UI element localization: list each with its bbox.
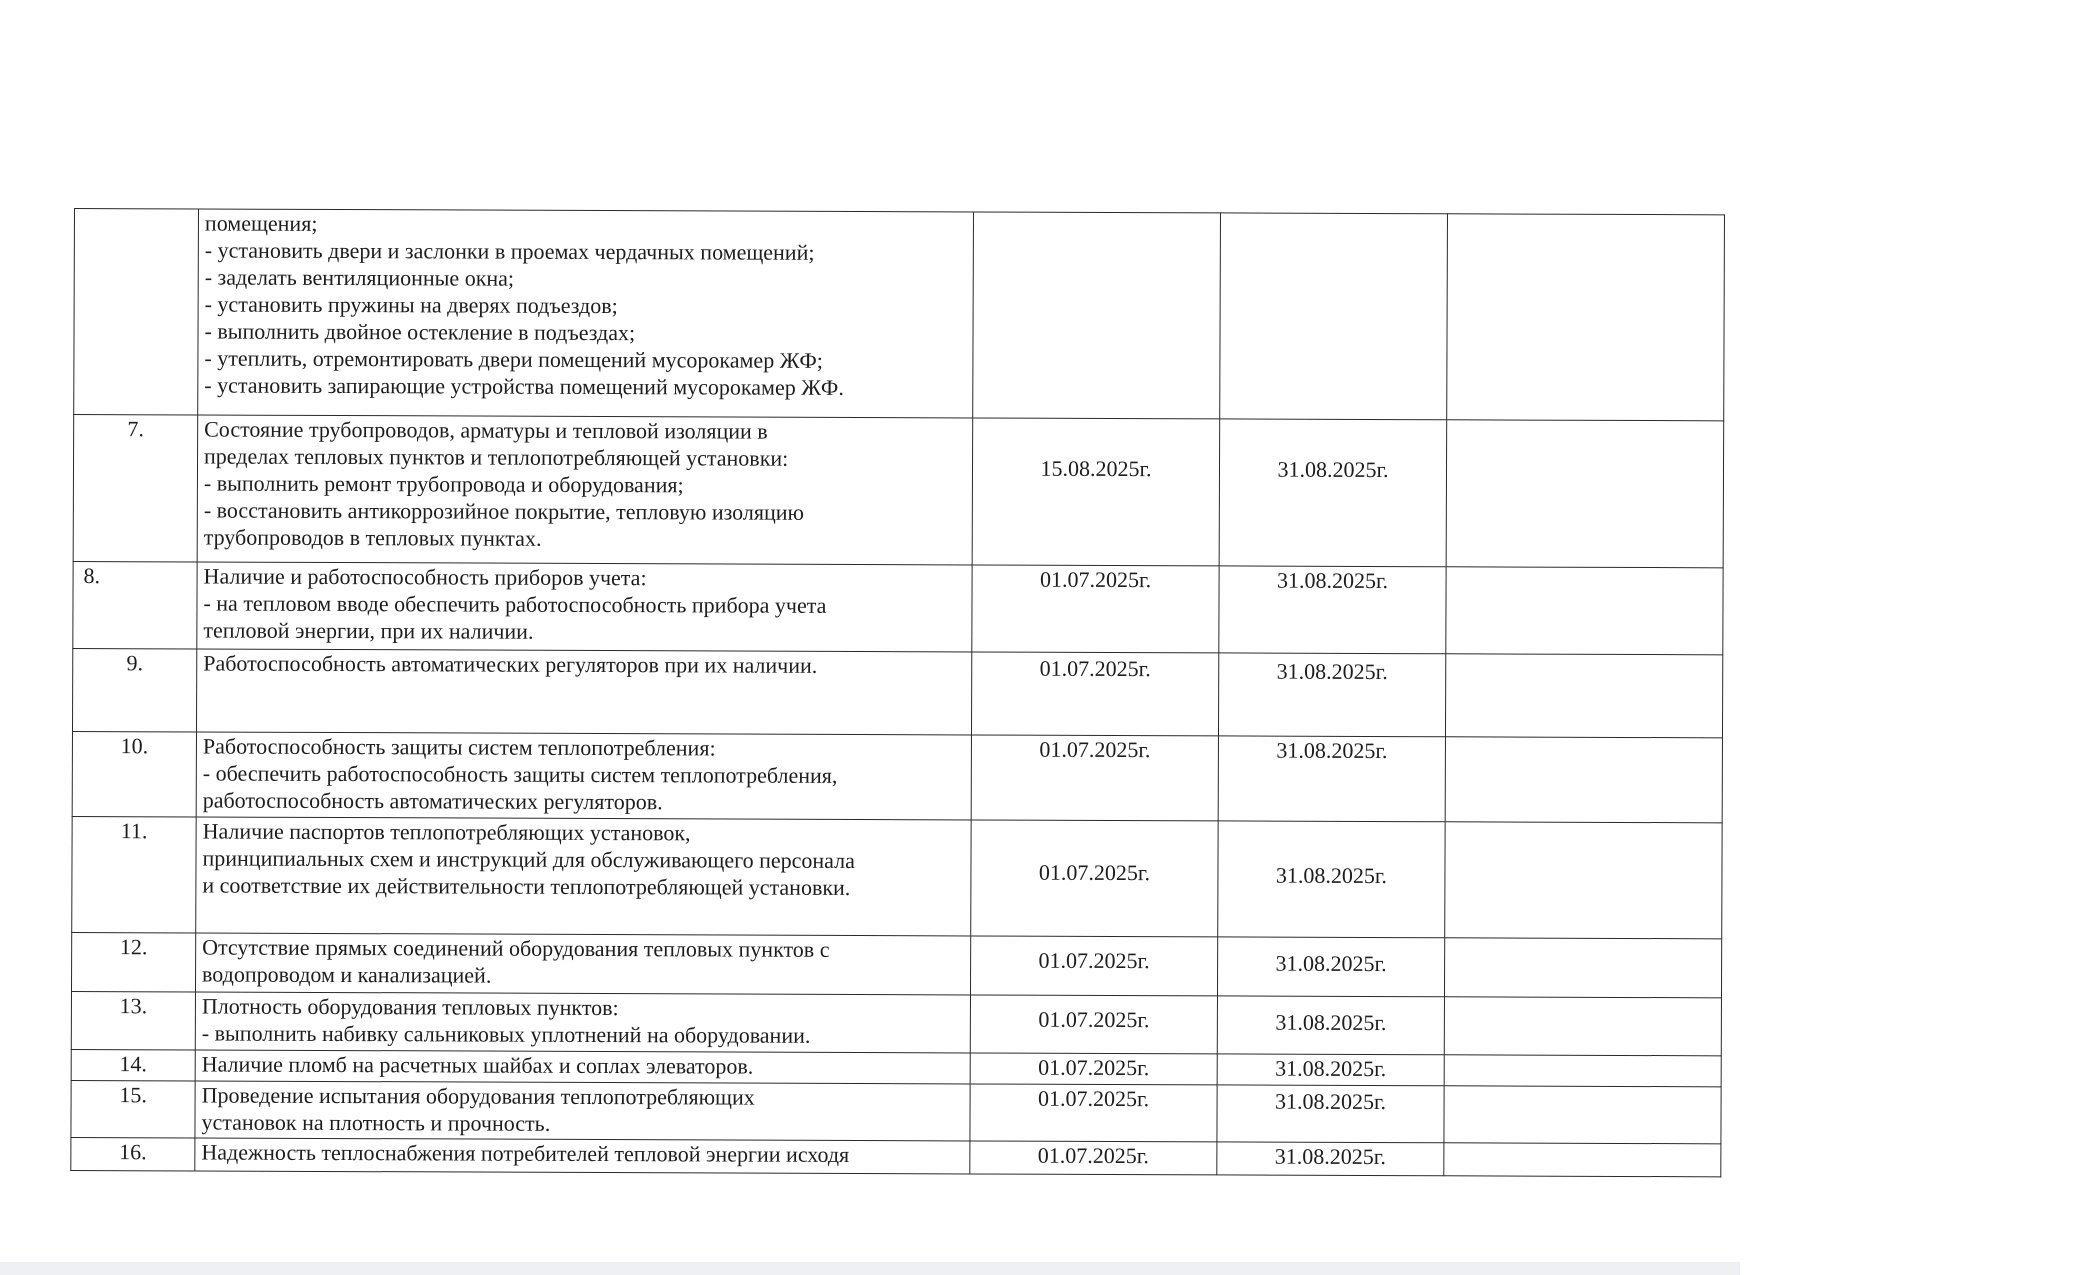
row-description [195, 992, 970, 1053]
start-date: 01.07.2025г. [970, 936, 1217, 996]
start-date: 01.07.2025г. [971, 820, 1218, 937]
end-date: 31.08.2025г. [1218, 653, 1445, 737]
note-cell [1444, 1055, 1721, 1087]
description-line: - на тепловом вводе обеспечить работоспособность прибора учета [203, 590, 827, 618]
table-row [71, 1080, 1721, 1143]
note-cell [1445, 737, 1722, 823]
note-cell [1446, 420, 1724, 568]
row-number: 10. [72, 731, 196, 816]
row-number: 8. [73, 561, 197, 648]
table-row [72, 648, 1722, 737]
start-date: 15.08.2025г. [972, 418, 1220, 566]
start-date: 01.07.2025г. [970, 995, 1217, 1054]
row-description [195, 933, 970, 995]
description-line: Работоспособность автоматических регуляторов при их наличии. [203, 650, 818, 678]
row-number [74, 209, 199, 415]
note-cell [1444, 997, 1721, 1056]
table-row [73, 561, 1723, 654]
row-description [196, 732, 971, 820]
note-cell [1444, 1086, 1721, 1144]
end-date: 31.08.2025г. [1217, 1142, 1444, 1176]
end-date: 31.08.2025г. [1218, 736, 1445, 822]
description-line: Отсутствие прямых соединений оборудования тепловых пунктов с [202, 934, 830, 962]
description-line: тепловой энергии, при их наличии. [203, 617, 534, 644]
note-cell [1445, 654, 1722, 738]
description-line: принципиальных схем и инструкций для обслуживающего персонала [202, 845, 855, 874]
table-row [71, 932, 1721, 997]
description-line: помещения; [204, 210, 318, 236]
row-description [195, 1050, 970, 1084]
description-line: Наличие пломб на расчетных шайбах и соплах элеваторов. [201, 1051, 754, 1079]
row-number: 11. [72, 816, 196, 932]
description-line: Надежность теплоснабжения потребителей тепловой энергии исходя [201, 1139, 850, 1167]
description-line: - обеспечить работоспособность защиты систем теплопотребления, [202, 760, 838, 788]
end-date: 31.08.2025г. [1218, 821, 1445, 938]
description-line: - выполнить ремонт трубопровода и оборудования; [203, 470, 684, 498]
row-description [196, 649, 971, 735]
description-line: Наличие и работоспособность приборов учета: [203, 563, 647, 591]
note-cell [1446, 567, 1723, 655]
description-line: Наличие паспортов теплопотребляющих установок, [202, 818, 691, 846]
description-line: Плотность оборудования тепловых пунктов: [201, 993, 619, 1021]
note-cell [1444, 1143, 1721, 1177]
table-row [73, 415, 1724, 568]
row-description [195, 1081, 970, 1141]
description-line: Состояние трубопроводов, арматуры и тепловой изоляции в [204, 416, 768, 444]
description-line: - восстановить антикоррозийное покрытие, тепловую изоляцию [203, 497, 805, 525]
description-line: - утеплить, отремонтировать двери помещений мусорокамер ЖФ; [204, 345, 823, 373]
row-description [198, 209, 974, 418]
row-number: 13. [71, 991, 195, 1049]
row-number: 12. [71, 932, 195, 991]
end-date: 31.08.2025г. [1217, 1054, 1444, 1086]
table-row [72, 731, 1722, 822]
start-date: 01.07.2025г. [971, 735, 1218, 821]
description-line: пределах тепловых пунктов и теплопотребляющей установки: [204, 443, 789, 471]
start-date: 01.07.2025г. [970, 1084, 1217, 1142]
description-line: Проведение испытания оборудования теплопотребляющих [201, 1082, 755, 1110]
end-date: 31.08.2025г. [1217, 996, 1444, 1055]
row-number: 14. [71, 1049, 195, 1080]
scan-bottom-edge [0, 1262, 1740, 1275]
row-description [195, 1138, 970, 1174]
end-date: 31.08.2025г. [1219, 566, 1446, 654]
description-line: работоспособность автоматических регуляторов. [202, 787, 663, 815]
description-line: трубопроводов в тепловых пунктах. [203, 524, 542, 551]
table-row [74, 209, 1725, 421]
description-line: - установить запирающие устройства помещений мусорокамер ЖФ. [204, 372, 844, 400]
description-line: - выполнить двойное остекление в подъездах; [204, 318, 636, 346]
start-date: 01.07.2025г. [972, 565, 1219, 653]
row-number: 7. [73, 415, 198, 562]
row-description [196, 817, 971, 936]
description-line: - установить двери и заслонки в проемах чердачных помещений; [204, 237, 815, 265]
table-row [71, 991, 1721, 1055]
end-date: 31.08.2025г. [1217, 1085, 1444, 1143]
description-line: Работоспособность защиты систем теплопотребления: [202, 733, 716, 761]
table-row [72, 816, 1722, 938]
description-line: - выполнить набивку сальниковых уплотнений на оборудовании. [201, 1020, 811, 1048]
row-number: 16. [71, 1137, 195, 1170]
description-line: водопроводом и канализацией. [202, 961, 492, 988]
description-line: установок на плотность и прочность. [201, 1109, 551, 1136]
end-date: 31.08.2025г. [1219, 419, 1447, 567]
row-description [197, 415, 973, 565]
note-cell [1447, 214, 1725, 421]
end-date [1220, 213, 1448, 420]
start-date: 01.07.2025г. [970, 1053, 1217, 1085]
start-date [973, 212, 1221, 419]
row-description [197, 562, 972, 652]
table-row [71, 1137, 1721, 1176]
end-date: 31.08.2025г. [1217, 937, 1444, 997]
note-cell [1445, 822, 1722, 939]
start-date: 01.07.2025г. [971, 652, 1218, 736]
row-number: 15. [71, 1080, 195, 1137]
description-line: - установить пружины на дверях подъездов; [204, 291, 618, 319]
description-line: - заделать вентиляционные окна; [204, 264, 515, 291]
start-date: 01.07.2025г. [970, 1141, 1217, 1175]
work-schedule-table [70, 208, 1725, 1177]
row-number: 9. [72, 648, 196, 731]
note-cell [1444, 938, 1721, 998]
description-line: и соответствие их действительности теплопотребляющей установки. [202, 872, 851, 900]
